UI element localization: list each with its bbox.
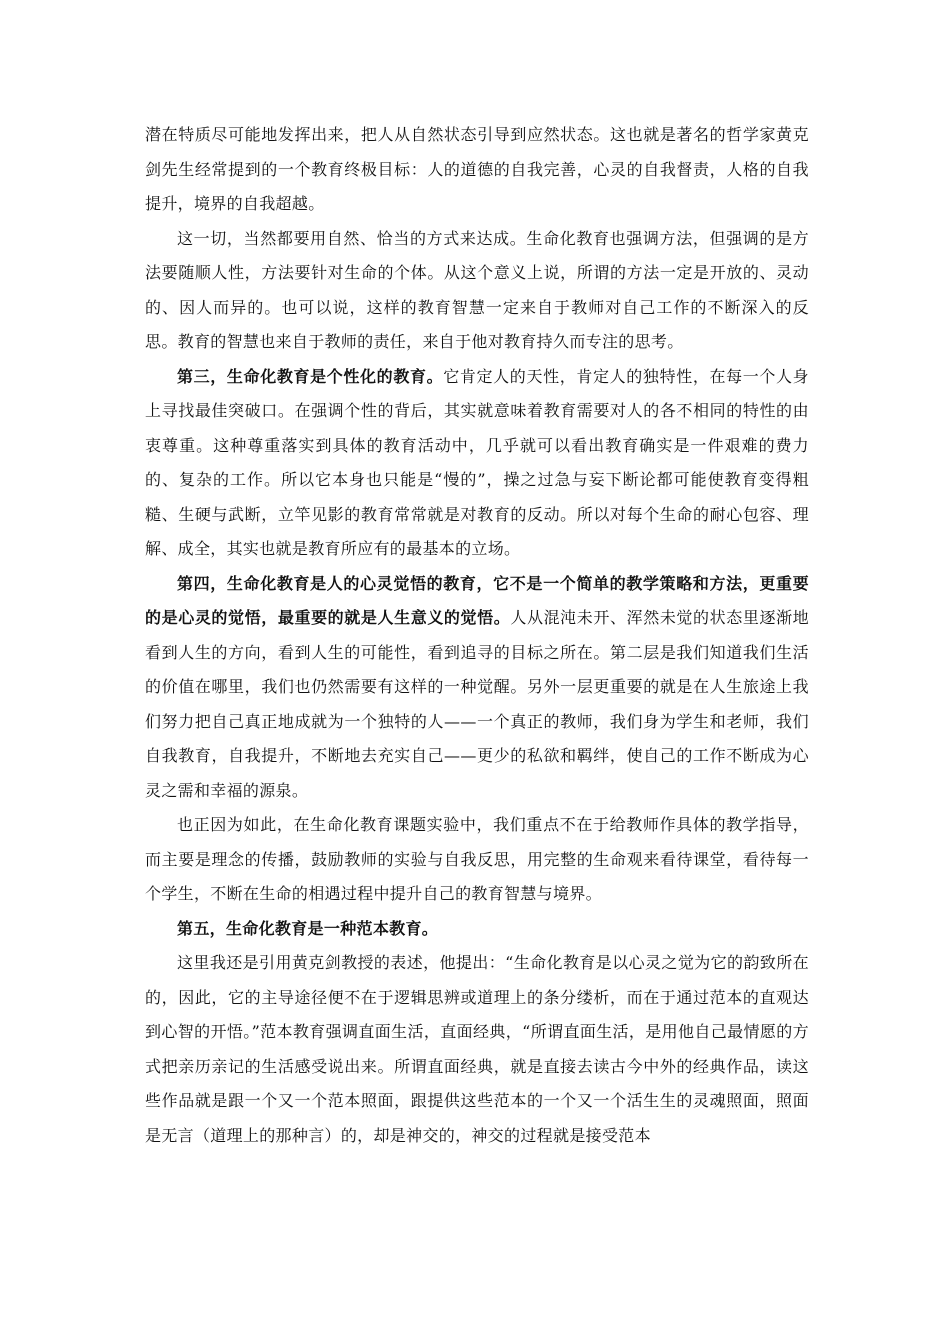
paragraph-3-lead: 第三，生命化教育是个性化的教育。 (177, 366, 444, 386)
paragraph-4 (145, 567, 809, 809)
paragraph-3 (145, 360, 809, 567)
paragraph-3-text: 它肯定人的天性，肯定人的独特性，在每一个人身上寻找最佳突破口。在强调个性的背后，其实就意味着教育需要对人的各不相同的特性的由衷尊重。这种尊重落实到具体的教育活动中，几乎就可以看出教育确实是一件艰难的费力的、复杂的工作。所以它本身也只能是“慢的”，操之过急与妄下断论都可能使教育变得粗糙、生硬与武断，立竿见影的教育常常就是对教育的反动。所以对每个生命的耐心包容、理解、成全，其实也就是教育所应有的最基本的立场。 (145, 366, 810, 558)
paragraph-5-text: 也正因为如此，在生命化教育课题实验中，我们重点不在于给教师作具体的教学指导，而主要是理念的传播，鼓励教师的实验与自我反思，用完整的生命观来看待课堂，看待每一个学生，不断在生命的相遇过程中提升自己的教育智慧与境界。 (145, 815, 809, 903)
paragraph-4-lead: 第四，生命化教育是人的心灵觉悟的教育，它不是一个简单的教学策略和方法，更重要的是心灵的觉悟，最重要的就是人生意义的觉悟。 (145, 573, 809, 627)
paragraph-7 (145, 946, 809, 1153)
paragraph-7-text: 这里我还是引用黄克剑教授的表述，他提出：“生命化教育是以心灵之觉为它的韵致所在的，因此，它的主导途径便不在于逻辑思辨或道理上的条分缕析，而在于通过范本的直观达到心智的开悟。”范本教育强调直面生活，直面经典，“所谓直面生活，是用他自己最情愿的方式把亲历亲记的生活感受说出来。所谓直面经典，就是直接去读古今中外的经典作品，读这些作品就是跟一个又一个范本照面，跟提供这些范本的一个又一个活生生的灵魂照面，照面是无言（道理上的那种言）的，却是神交的，神交的过程就是接受范本 (145, 953, 809, 1145)
paragraph-4-text: 人从混沌未开、浑然未觉的状态里逐渐地看到人生的方向，看到人生的可能性，看到追寻的目标之所在。第二层是我们知道我们生活的价值在哪里，我们也仍然需要有这样的一种觉醒。另外一层更重要的就是在人生旅途上我们努力把自己真正地成就为一个独特的人——一个真正的教师，我们身为学生和老师，我们自我教育，自我提升，不断地去充实自己——更少的私欲和羁绊，使自己的工作不断成为心灵之需和幸福的源泉。 (145, 608, 809, 800)
paragraph-5 (145, 808, 809, 912)
paragraph-2-text: 这一切，当然都要用自然、恰当的方式来达成。生命化教育也强调方法，但强调的是方法要随顺人性，方法要针对生命的个体。从这个意义上说，所谓的方法一定是开放的、灵动的、因人而异的。也可以说，这样的教育智慧一定来自于教师对自己工作的不断深入的反思。教育的智慧也来自于教师的责任，来自于他对教育持久而专注的思考。 (145, 228, 809, 351)
paragraph-2 (145, 222, 809, 360)
document-page (145, 118, 809, 1153)
paragraph-1 (145, 118, 809, 222)
paragraph-6-lead: 第五，生命化教育是一种范本教育。 (177, 918, 439, 938)
paragraph-1-text: 潜在特质尽可能地发挥出来，把人从自然状态引导到应然状态。这也就是著名的哲学家黄克剑先生经常提到的一个教育终极目标：人的道德的自我完善，心灵的自我督责，人格的自我提升，境界的自我超越。 (145, 125, 809, 213)
paragraph-6 (145, 912, 809, 947)
